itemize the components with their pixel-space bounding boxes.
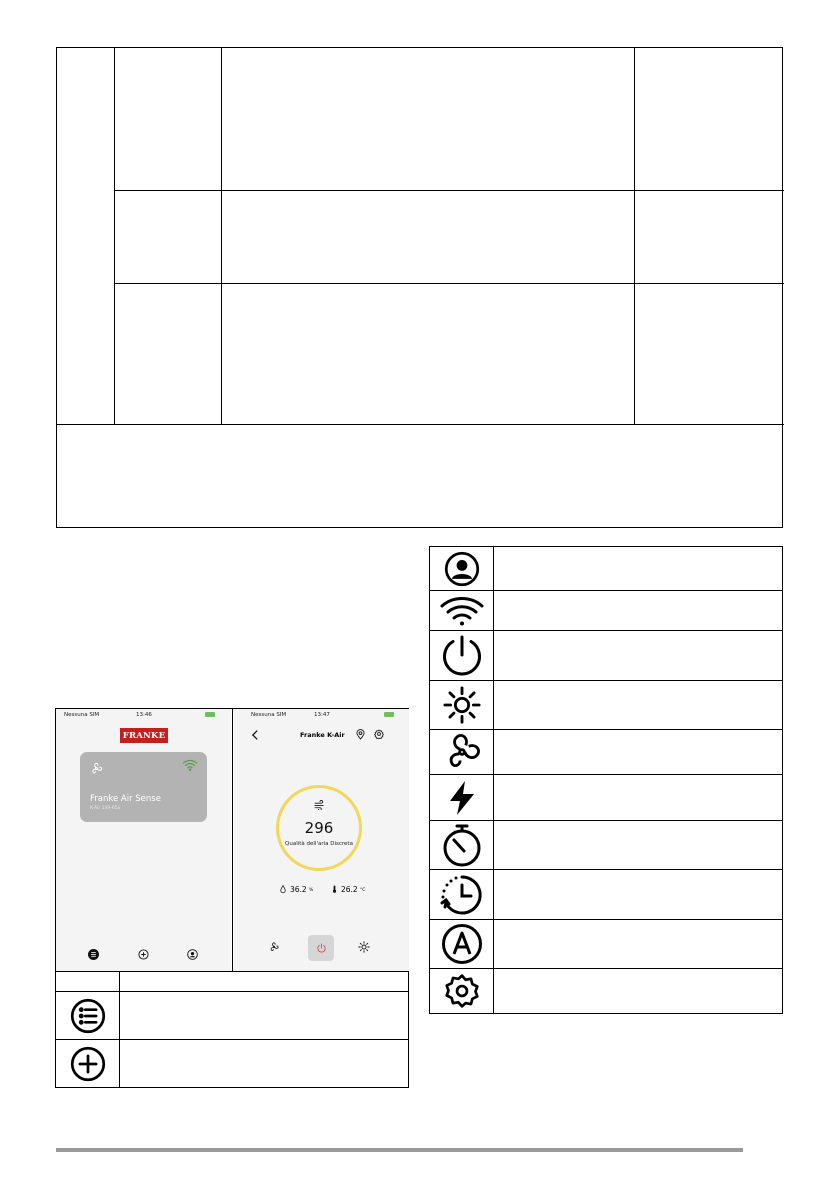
table-divider bbox=[114, 48, 115, 424]
battery-icon bbox=[384, 712, 394, 717]
phone-divider bbox=[232, 709, 233, 971]
phone-device-screen bbox=[234, 709, 409, 971]
settings-icon bbox=[444, 973, 480, 1009]
footer-rule bbox=[56, 1148, 743, 1152]
icon-table-row bbox=[429, 968, 783, 1014]
settings-icon[interactable] bbox=[374, 729, 384, 739]
device-title: Franke K-Air bbox=[300, 731, 345, 739]
fan-icon bbox=[89, 761, 104, 776]
icon-table-header-cell bbox=[56, 972, 120, 991]
device-name: Franke Air Sense bbox=[90, 794, 161, 804]
add-circle-icon bbox=[70, 1046, 106, 1082]
icon-cell bbox=[430, 870, 494, 919]
clock-label: 13:47 bbox=[314, 712, 330, 718]
clock-label: 13:46 bbox=[136, 712, 152, 718]
add-circle-icon[interactable] bbox=[138, 949, 149, 960]
temperature-unit: °C bbox=[360, 888, 366, 893]
icon-table-row bbox=[429, 546, 783, 591]
bolt-icon bbox=[447, 780, 477, 816]
icon-cell bbox=[430, 591, 494, 630]
location-pin-icon[interactable] bbox=[356, 729, 365, 740]
icon-table-row bbox=[429, 680, 783, 730]
device-card[interactable] bbox=[80, 752, 207, 822]
icon-cell bbox=[430, 547, 494, 590]
humidity-icon bbox=[280, 885, 286, 893]
air-quality-ring bbox=[276, 785, 362, 871]
icon-cell bbox=[56, 1040, 120, 1087]
icon-table-row bbox=[429, 869, 783, 920]
device-subtitle: K-Air 149-65a bbox=[90, 806, 121, 811]
carrier-label: Nessuna SIM bbox=[64, 712, 100, 718]
fan-icon[interactable] bbox=[268, 941, 280, 953]
icon-cell bbox=[430, 681, 494, 729]
icon-cell bbox=[430, 730, 494, 774]
icon-cell bbox=[430, 969, 494, 1013]
list-icon[interactable] bbox=[88, 949, 99, 960]
air-flow-icon bbox=[314, 800, 325, 810]
sun-icon[interactable] bbox=[358, 941, 370, 953]
air-quality-value: 296 bbox=[304, 819, 334, 837]
humidity-value: 36.2 bbox=[290, 885, 307, 894]
icon-cell bbox=[56, 992, 120, 1039]
icon-cell bbox=[430, 821, 494, 869]
user-icon[interactable] bbox=[187, 949, 198, 960]
power-icon bbox=[440, 634, 484, 678]
battery-icon bbox=[205, 712, 215, 717]
icon-cell bbox=[430, 920, 494, 968]
list-icon bbox=[70, 998, 106, 1034]
wifi-icon bbox=[182, 759, 198, 771]
table-divider bbox=[634, 48, 635, 424]
auto-icon bbox=[441, 923, 483, 965]
air-quality-label: Qualità dell'aria Discreta bbox=[285, 841, 353, 847]
phone-screenshots bbox=[55, 708, 409, 972]
icon-cell bbox=[430, 775, 494, 820]
table-divider bbox=[221, 48, 222, 424]
timer-icon bbox=[441, 823, 483, 867]
thermometer-icon bbox=[332, 885, 337, 893]
power-icon bbox=[316, 943, 327, 954]
icon-table-row bbox=[429, 774, 783, 821]
top-table bbox=[56, 47, 783, 528]
power-button[interactable] bbox=[308, 935, 334, 961]
humidity-unit: % bbox=[309, 888, 314, 893]
icon-table-row bbox=[429, 820, 783, 870]
icon-cell bbox=[430, 631, 494, 680]
icon-table-row bbox=[55, 991, 409, 1040]
icon-table-row bbox=[429, 630, 783, 681]
user-icon bbox=[444, 551, 480, 587]
icon-table-row bbox=[55, 1039, 409, 1088]
back-icon[interactable] bbox=[251, 730, 259, 740]
sun-icon bbox=[443, 686, 481, 724]
phone-home-screen bbox=[56, 709, 231, 971]
temperature-value: 26.2 bbox=[341, 885, 358, 894]
table-divider bbox=[57, 424, 784, 425]
icon-table-row bbox=[55, 971, 409, 992]
wifi-icon bbox=[439, 595, 485, 627]
table-divider bbox=[114, 190, 784, 191]
fan-icon bbox=[443, 733, 481, 771]
icon-table-row bbox=[429, 590, 783, 631]
schedule-icon bbox=[440, 873, 484, 917]
icon-table-row bbox=[429, 919, 783, 969]
icon-table-row bbox=[429, 729, 783, 775]
franke-logo: FRANKE bbox=[120, 728, 168, 743]
table-divider bbox=[114, 283, 784, 284]
carrier-label: Nessuna SIM bbox=[251, 712, 287, 718]
